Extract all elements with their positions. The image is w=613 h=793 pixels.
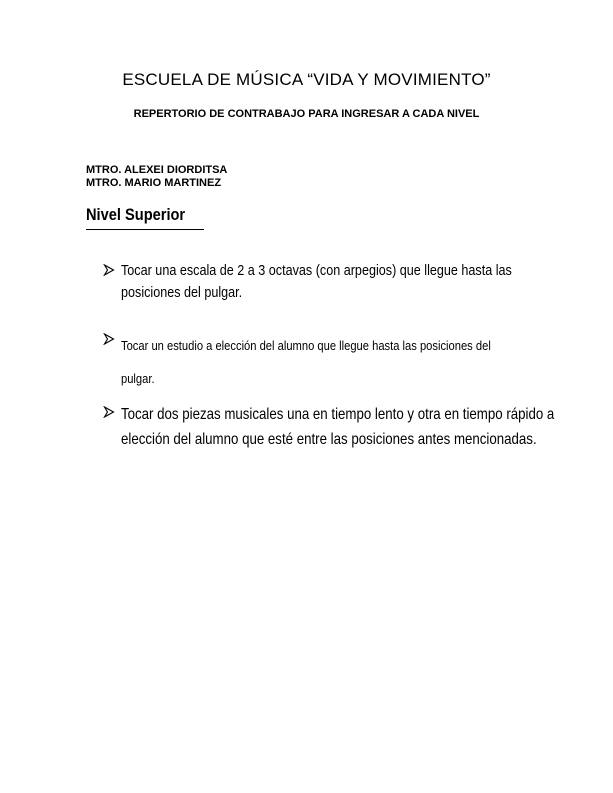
list-item bbox=[121, 329, 491, 395]
list-item-line: posiciones del pulgar. bbox=[121, 284, 243, 301]
list-item-line: elección del alumno que esté entre las posiciones antes mencionadas. bbox=[121, 431, 537, 448]
list-item-line: Tocar una escala de 2 a 3 octavas (con arpegios) que llegue hasta las bbox=[121, 262, 512, 279]
teacher-name: MTRO. MARIO MARTINEZ bbox=[86, 177, 222, 189]
list-item-line: Tocar un estudio a elección del alumno que llegue hasta las posiciones del bbox=[121, 338, 491, 353]
document-title: ESCUELA DE MÚSICA “VIDA Y MOVIMIENTO” bbox=[122, 70, 491, 89]
list-item bbox=[121, 402, 554, 452]
arrowhead-bullet-icon bbox=[103, 264, 115, 276]
level-heading: Nivel Superior bbox=[86, 205, 186, 224]
document-subtitle: REPERTORIO DE CONTRABAJO PARA INGRESAR A CADA NIVEL bbox=[133, 108, 480, 120]
level-heading-underline bbox=[86, 229, 204, 230]
arrowhead-bullet-icon bbox=[103, 406, 115, 418]
arrowhead-bullet-icon bbox=[103, 333, 115, 345]
list-item bbox=[121, 260, 512, 304]
teacher-name: MTRO. ALEXEI DIORDITSA bbox=[86, 164, 228, 176]
list-item-line: pulgar. bbox=[121, 371, 155, 386]
list-item-line: Tocar dos piezas musicales una en tiempo lento y otra en tiempo rápido a bbox=[121, 406, 555, 423]
